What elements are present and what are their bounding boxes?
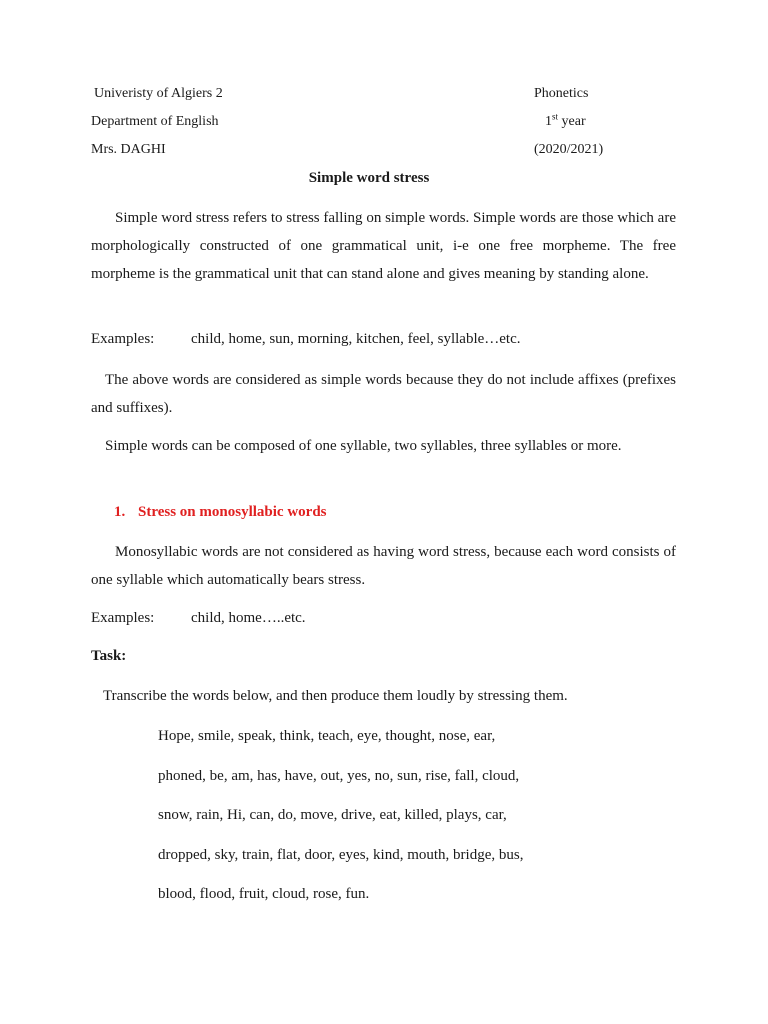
examples-words: child, home…..etc. — [191, 610, 306, 626]
header-row-3 — [91, 140, 611, 160]
examples-label: Examples: — [91, 331, 155, 347]
word-list-line: snow, rain, Hi, can, do, move, drive, eat, killed, plays, car, — [158, 807, 507, 823]
header-row-2 — [91, 112, 611, 132]
teacher-name: Mrs. DAGHI — [91, 142, 166, 157]
department-name: Department of English — [91, 114, 219, 129]
section-heading-monosyllabic — [114, 502, 327, 522]
examples-line-1 — [91, 329, 676, 349]
document-title: Simple word stress — [308, 170, 430, 186]
study-year-word: year — [561, 114, 586, 129]
study-year — [545, 112, 586, 132]
section-title: Stress on monosyllabic words — [138, 504, 327, 520]
syllables-paragraph: Simple words can be composed of one syllable, two syllables, three syllables or more. — [105, 438, 622, 454]
study-year-number: 1 — [545, 114, 552, 129]
word-list-line: Hope, smile, speak, think, teach, eye, thought, nose, ear, — [158, 728, 496, 744]
study-year-suffix: st — [552, 111, 559, 122]
header-row-1 — [91, 84, 611, 104]
affixes-paragraph: The above words are considered as simple words because they do not include affixes (prefixes and suffixes). — [91, 372, 676, 416]
examples-label: Examples: — [91, 610, 155, 626]
word-list-line: phoned, be, am, has, have, out, yes, no, sun, rise, fall, cloud, — [158, 768, 520, 784]
university-name: Univeristy of Algiers 2 — [94, 86, 223, 101]
section-number: 1. — [114, 504, 126, 520]
task-heading: Task: — [91, 648, 127, 664]
academic-session: (2020/2021) — [534, 142, 604, 157]
monosyllabic-paragraph: Monosyllabic words are not considered as having word stress, because each word consists of one syllable which automatically bears stress. — [91, 544, 676, 588]
task-instruction: Transcribe the words below, and then produce them loudly by stressing them. — [103, 688, 568, 704]
word-list-line: blood, flood, fruit, cloud, rose, fun. — [158, 886, 370, 902]
examples-line-2 — [91, 608, 676, 628]
subject-name: Phonetics — [534, 86, 589, 101]
examples-words: child, home, sun, morning, kitchen, feel, syllable…etc. — [191, 331, 521, 347]
intro-paragraph: Simple word stress refers to stress falling on simple words. Simple words are those which are morphologically constructed of one grammatical unit, i-e one free morpheme. The free morpheme is the grammatical unit that can stand alone and gives meaning by standing alone. — [91, 210, 676, 282]
word-list-line: dropped, sky, train, flat, door, eyes, kind, mouth, bridge, bus, — [158, 847, 524, 863]
